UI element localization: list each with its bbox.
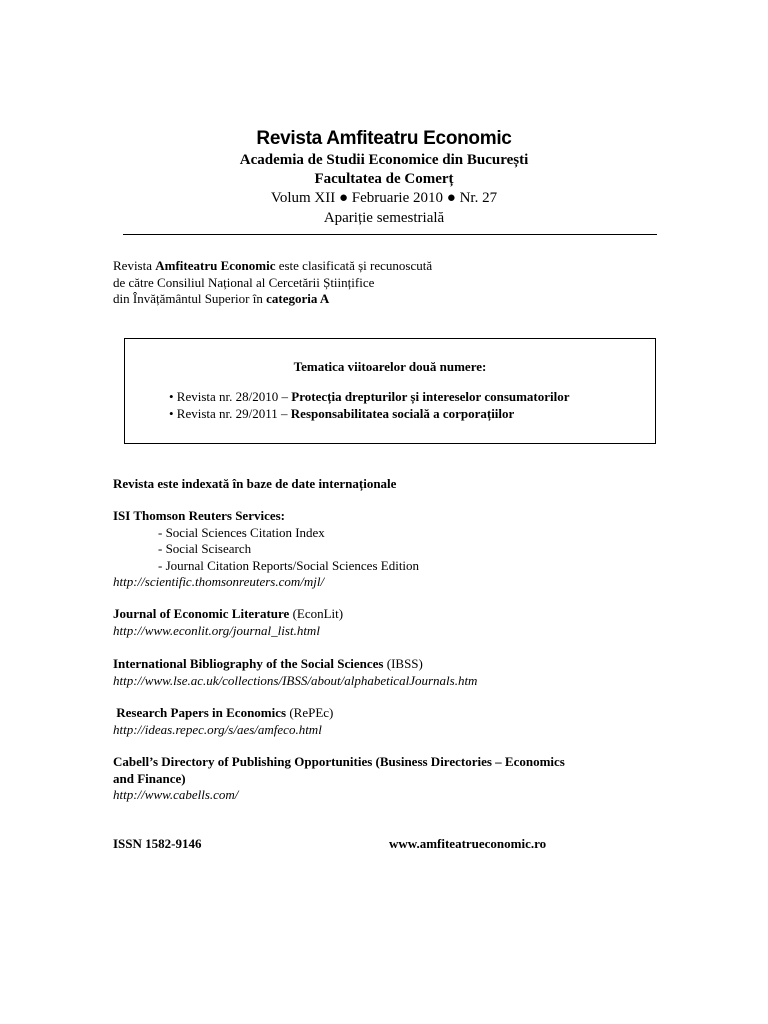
volume-info: Volum XII ● Februarie 2010 ● Nr. 27 xyxy=(270,190,498,206)
class-l2: de către Consiliul Național al Cercetării Științifice xyxy=(113,274,375,290)
jel-url[interactable]: http://www.econlit.org/journal_list.html xyxy=(113,622,320,638)
cabell-name-cont: and Finance) xyxy=(113,770,186,786)
cabell-section xyxy=(113,754,565,804)
isi-item: - Social Sciences Citation Index xyxy=(158,524,325,540)
class-l1-post: este clasificată și recunoscută xyxy=(275,258,433,273)
header-divider xyxy=(123,234,657,235)
isi-section xyxy=(113,508,419,591)
issn: ISSN 1582-9146 xyxy=(113,836,202,851)
isi-item: - Journal Citation Reports/Social Sciences Edition xyxy=(158,557,420,573)
class-l3-pre: din Învățământul Superior în xyxy=(113,291,267,306)
faculty-name: Facultatea de Comerț xyxy=(314,171,454,187)
topic-item: • Revista nr. 29/2011 – Responsabilitatea socială a corporațiilor xyxy=(169,405,515,421)
indexing-heading: Revista este indexată în baze de date internaționale xyxy=(113,476,397,491)
isi-item: - Social Scisearch xyxy=(158,541,252,556)
cabell-name: Cabell’s Directory of Publishing Opportunities (Business Directories – Economics xyxy=(113,754,565,769)
cabell-url[interactable]: http://www.cabells.com/ xyxy=(113,787,239,802)
ibss-name: International Bibliography of the Social Sciences xyxy=(113,656,384,671)
topic-item: • Revista nr. 28/2010 – Protecția drepturilor și intereselor consumatorilor xyxy=(169,389,570,404)
website-link[interactable]: www.amfiteatrueconomic.ro xyxy=(389,836,547,851)
upcoming-topics-box xyxy=(124,338,656,444)
isi-name: ISI Thomson Reuters Services: xyxy=(113,508,286,523)
topics-heading: Tematica viitoarelor două numere: xyxy=(293,359,487,374)
frequency-info: Apariție semestrială xyxy=(323,210,445,226)
repec-section: Research Papers in Economics (RePEc) http://ideas.repec.org/s/aes/amfeco.html xyxy=(113,705,334,737)
isi-url[interactable]: http://scientific.thomsonreuters.com/mjl/ xyxy=(113,574,325,589)
ibss-url[interactable]: http://www.lse.ac.uk/collections/IBSS/about/alphabeticalJournals.htm xyxy=(113,672,478,688)
class-l1-pre: Revista xyxy=(113,258,156,273)
institution-name: Academia de Studii Economice din București xyxy=(239,152,529,168)
class-l3-bold: categoria A xyxy=(266,291,330,306)
repec-url[interactable]: http://ideas.repec.org/s/aes/amfeco.html xyxy=(113,721,322,737)
repec-name: Research Papers in Economics xyxy=(113,705,287,720)
ibss-section: International Bibliography of the Social Sciences (IBSS) http://www.lse.ac.uk/collections/IBSS/about/alphabeticalJournals.htm xyxy=(113,656,478,688)
classification-text xyxy=(113,258,432,308)
journal-title: Revista Amfiteatru Economic xyxy=(256,128,512,149)
jel-name: Journal of Economic Literature xyxy=(113,606,290,621)
class-l1-bold: Amfiteatru Economic xyxy=(155,258,276,273)
topics-list xyxy=(169,389,570,422)
jel-section: Journal of Economic Literature (EconLit) http://www.econlit.org/journal_list.html xyxy=(113,606,344,638)
